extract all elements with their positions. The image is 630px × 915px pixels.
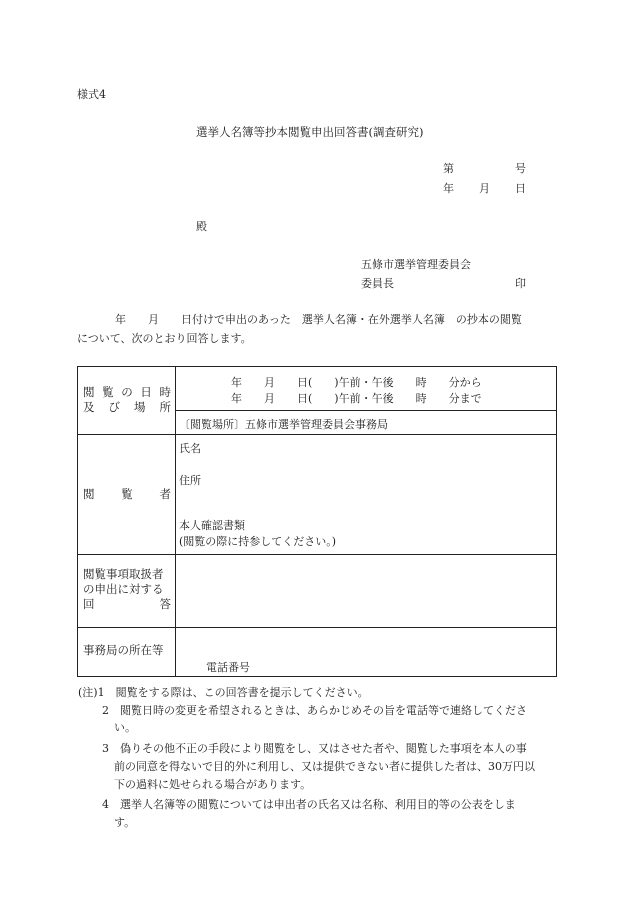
row-divider-3	[78, 627, 556, 628]
addressee-suffix: 殿	[196, 220, 207, 233]
id-documents-note: (閲覧の際に持参してください。)	[179, 535, 337, 548]
form-number: 様式4	[77, 88, 106, 101]
label-datetime-line: 閲 覧 の 日 時	[83, 385, 171, 399]
row-divider-2	[78, 554, 556, 555]
response-form-table	[77, 366, 557, 677]
viewing-place: 〔閲覧場所〕五條市選挙管理委員会事務局	[179, 418, 388, 431]
label-viewer: 閲 覧 者	[83, 487, 171, 501]
doc-number-dai: 第	[443, 162, 454, 175]
viewer-address-label: 住所	[179, 474, 201, 487]
date-month: 月	[479, 182, 490, 195]
issuer-seal: 印	[515, 277, 526, 290]
note-2: 2 閲覧日時の変更を希望されるときは、あらかじめその旨を電話等で連絡してくださ	[102, 704, 527, 717]
label-place-line: 及 び 場 所	[83, 400, 171, 414]
note-1: (注)1 閲覧をする際は、この回答書を提示してください。	[78, 686, 369, 699]
phone-number-label: 電話番号	[206, 661, 250, 674]
note-3-cont-2: 下の過料に処せられる場合があります。	[114, 778, 312, 791]
viewer-name-label: 氏名	[179, 442, 201, 455]
label-office-location: 事務局の所在等	[83, 643, 164, 657]
note-3: 3 偽りその他不正の手段により閲覧をし、又はさせた者や、閲覧した事項を本人の事	[102, 742, 527, 755]
issuer-title: 委員長	[361, 277, 394, 290]
body-line-2: について、次のとおり回答します。	[77, 332, 252, 345]
viewing-time-from: 年 月 日( )午前・午後 時 分から	[231, 376, 482, 389]
id-documents-label: 本人確認書類	[179, 519, 245, 532]
body-line-1: 年 月 日付けで申出のあった 選挙人名簿・在外選挙人名簿 の抄本の閲覧	[115, 313, 522, 326]
note-4: 4 選挙人名簿等の閲覧については申出者の氏名又は名称、利用目的等の公表をしま	[102, 798, 516, 811]
date-day: 日	[515, 182, 526, 195]
row-divider-1	[78, 434, 556, 435]
viewing-time-to: 年 月 日( )午前・午後 時 分まで	[231, 392, 482, 405]
label-handler-response: 閲覧事項取扱者 の申出に対する 回 答	[83, 567, 171, 611]
label-datetime-place	[83, 385, 171, 415]
note-2-cont: い。	[114, 721, 136, 734]
note-3-cont-1: 前の同意を得ないで目的外に利用し、又は提供できない者に提供した者は、30万円以	[114, 760, 535, 773]
page-title: 選挙人名簿等抄本閲覧申出回答書(調査研究)	[196, 125, 424, 139]
row1-inner-divider	[175, 410, 556, 411]
doc-number-go: 号	[515, 162, 526, 175]
date-year: 年	[443, 182, 454, 195]
issuer-org: 五條市選挙管理委員会	[361, 258, 471, 271]
column-divider	[175, 367, 176, 676]
note-4-cont: す。	[114, 816, 136, 829]
